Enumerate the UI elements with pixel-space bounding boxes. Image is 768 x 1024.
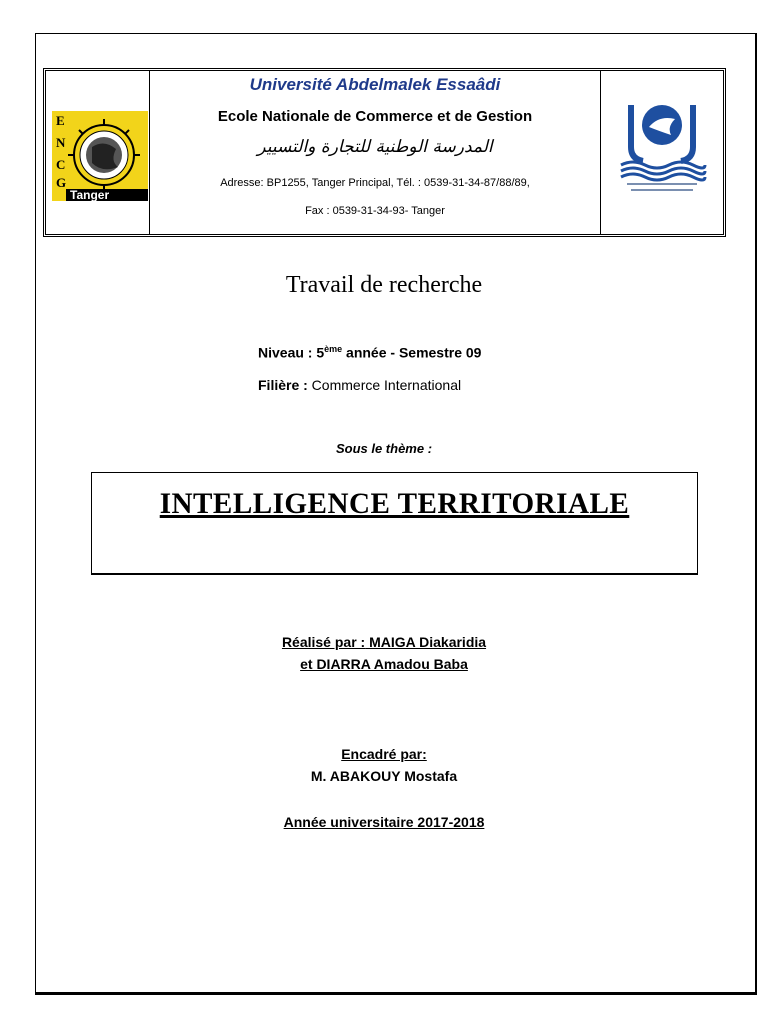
svg-text:E: E bbox=[56, 113, 65, 128]
university-name: Université Abdelmalek Essaâdi bbox=[249, 75, 501, 94]
author-first: MAIGA Diakaridia bbox=[365, 634, 487, 650]
niveau-label: Niveau : 5 bbox=[258, 344, 325, 361]
theme-label: Sous le thème : bbox=[335, 441, 433, 456]
document-title: Travail de recherche bbox=[285, 272, 483, 298]
filiere-label: Filière : bbox=[258, 377, 308, 393]
encg-tanger-logo bbox=[52, 111, 148, 201]
filiere-value: Commerce International bbox=[307, 377, 462, 393]
niveau-superscript: ème bbox=[324, 344, 343, 354]
supervisor-label: Encadré par: bbox=[341, 746, 427, 762]
svg-text:N: N bbox=[56, 135, 66, 150]
header-box bbox=[43, 68, 726, 237]
supervisor-name: M. ABAKOUY Mostafa bbox=[310, 768, 458, 784]
left-logo-cell bbox=[46, 71, 150, 234]
niveau-rest: année - Semestre 09 bbox=[342, 344, 482, 361]
academic-year: Année universitaire 2017-2018 bbox=[283, 814, 485, 830]
authors-line-1 bbox=[0, 634, 768, 650]
header-text bbox=[150, 71, 600, 234]
school-name-arabic: المدرسة الوطنية للتجارة والتسيير bbox=[257, 137, 493, 157]
authors-label: Réalisé par : bbox=[281, 634, 366, 650]
school-fax: Fax : 0539-31-34-93- Tanger bbox=[305, 205, 445, 217]
svg-text:C: C bbox=[56, 157, 66, 172]
right-logo-cell bbox=[600, 71, 723, 234]
school-name: Ecole Nationale de Commerce et de Gestion bbox=[217, 108, 533, 125]
svg-text:Tanger: Tanger bbox=[70, 188, 110, 201]
author-second: et DIARRA Amadou Baba bbox=[300, 656, 468, 672]
svg-text:G: G bbox=[56, 175, 67, 190]
theme-box bbox=[91, 472, 698, 575]
uae-university-logo bbox=[613, 97, 711, 197]
theme-title: INTELLIGENCE TERRITORIALE bbox=[159, 487, 630, 520]
school-address: Adresse: BP1255, Tanger Principal, Tél. : 0539-31-34-87/88/89, bbox=[220, 177, 530, 189]
niveau-line bbox=[258, 344, 481, 361]
filiere-line bbox=[258, 377, 461, 393]
